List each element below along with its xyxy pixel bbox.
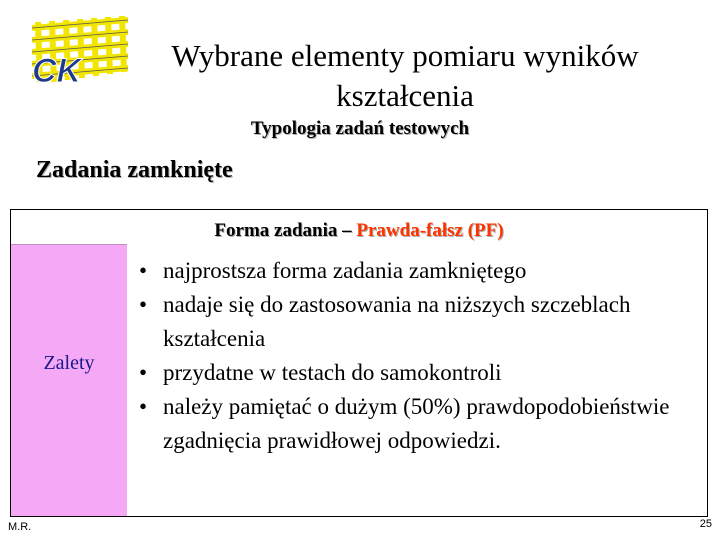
section-heading: Zadania zamknięte: [36, 157, 233, 183]
footer-author: M.R.: [8, 521, 32, 533]
list-item: • przydatne w testach do samokontroli: [139, 356, 699, 390]
bullet-icon: •: [139, 360, 148, 385]
svg-text:CK: CK: [32, 52, 82, 90]
list-item: • najprostsza forma zadania zamkniętego: [139, 254, 699, 288]
bullet-icon: •: [139, 258, 148, 283]
table-header: [11, 210, 707, 244]
row-label: Zalety: [43, 352, 95, 374]
slide-subtitle: Typologia zadań testowych: [250, 118, 470, 139]
content-table: [10, 209, 708, 517]
header-highlight: Prawda-fałsz (PF): [356, 220, 504, 241]
slide-title: Wybrane elementy pomiaru wyników kształcenia: [171, 38, 639, 113]
page-number: 25: [699, 518, 712, 530]
list-item: • nadaje się do zastosowania na niższych szczeblach kształcenia: [139, 288, 699, 356]
ck-logo: [18, 10, 144, 92]
list-item: • należy pamiętać o dużym (50%) prawdopodobieństwie zgadnięcia prawidłowej odpowiedzi.: [139, 390, 699, 458]
advantages-list: [139, 254, 699, 458]
row-label-cell: [11, 244, 127, 516]
bullet-icon: •: [139, 292, 148, 317]
header-prefix: Forma zadania –: [214, 220, 357, 241]
bullet-icon: •: [139, 394, 148, 419]
